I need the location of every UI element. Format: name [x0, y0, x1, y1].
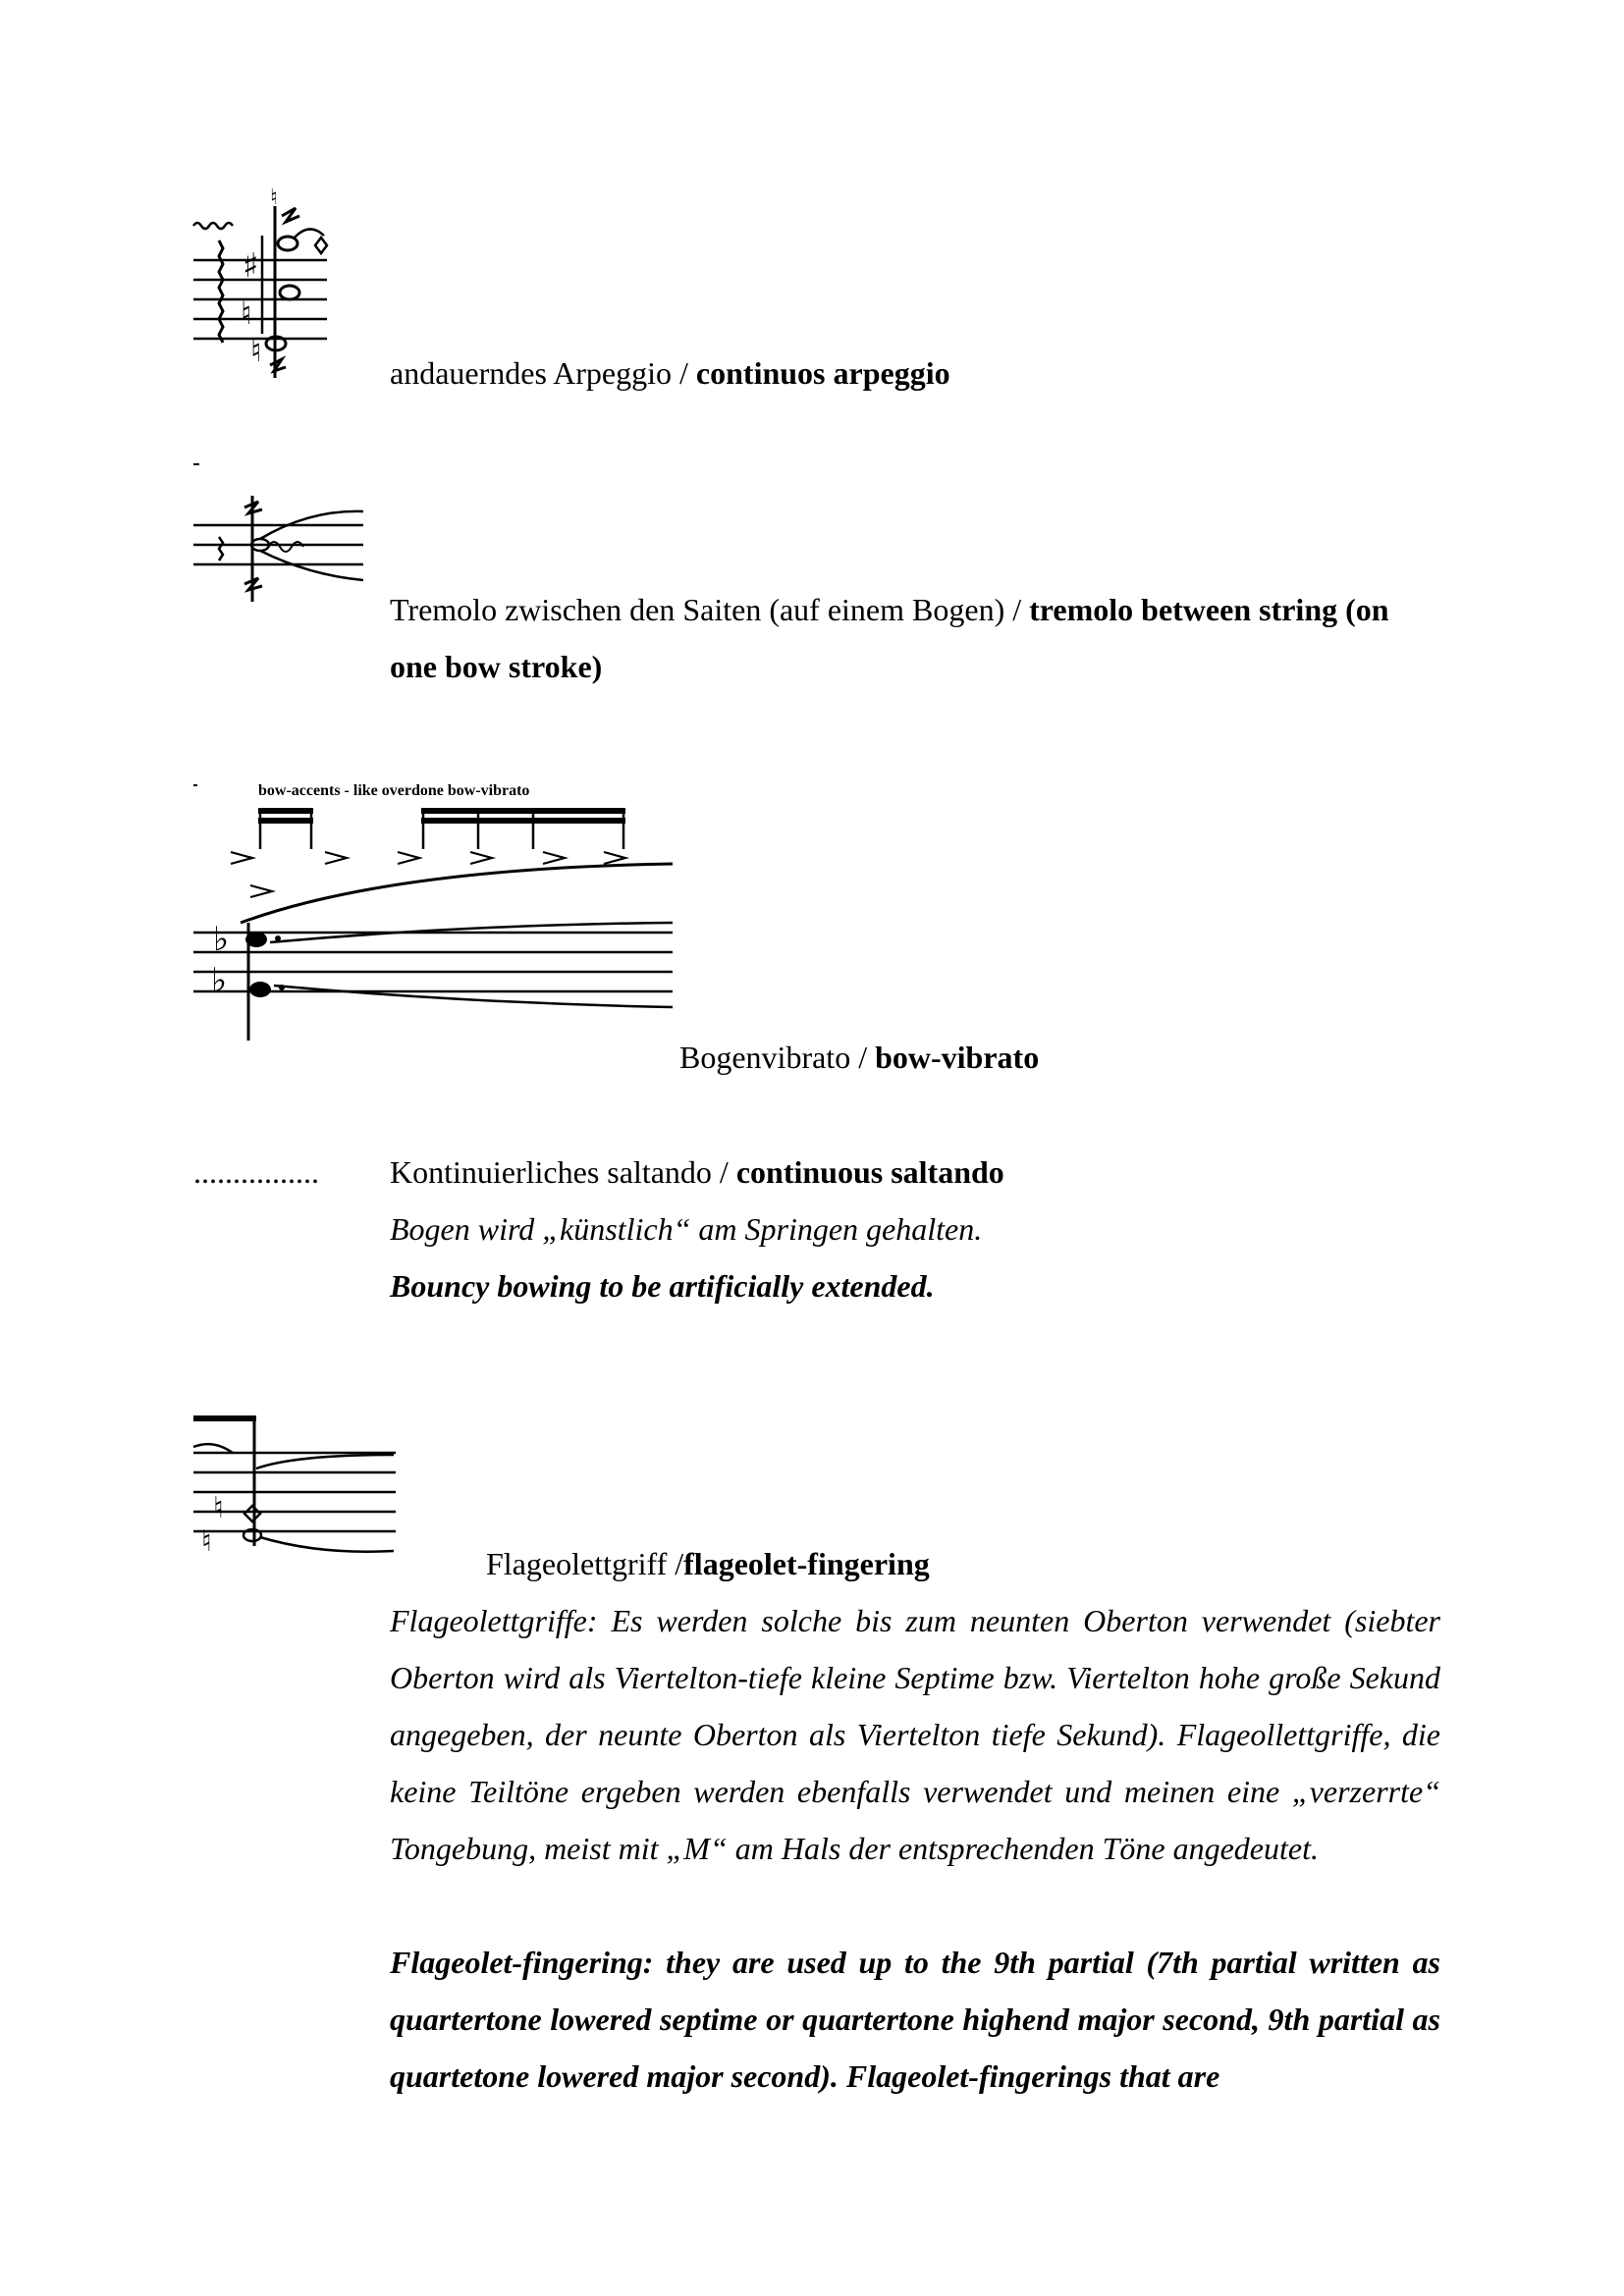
score-annotation: bow-accents - like overdone bow-vibrato	[258, 782, 530, 799]
separator: /	[711, 1154, 736, 1190]
saltando-english: continuous saltando	[735, 1154, 1004, 1190]
entry-tremolo-label-line1	[390, 581, 1389, 638]
arpeggio-german: andauerndes Arpeggio	[390, 355, 673, 391]
svg-text:♮: ♮	[201, 1524, 212, 1559]
saltando-note-german: Bogen wird „künstlich“ am Springen gehalten.	[390, 1211, 983, 1247]
separator: /	[672, 355, 696, 391]
flageolet-english: flageolet-fingering	[683, 1546, 930, 1581]
saltando-dots: ................	[193, 1154, 319, 1190]
flageolet-description-english: Flageolet-fingering: they are used up to the 9th partial (7th partial written as quartertone lowered septime or quartertone highend major second, 9th partial as quartetone lowered major second). Flageolet-fingerings that are	[390, 1945, 1440, 2094]
flageolet-description-german: Flageolettgriffe: Es werden solche bis zum neunten Oberton verwendet (siebter Oberton wird als Viertelton-tiefe kleine Septime bzw. Viertelton hohe große Sekund angegeben, der neunte Oberton als Viertelton tiefe Sekund). Flageollettgriffe, die keine Teiltöne ergeben werden ebenfalls verwendet und meinen eine „verzerrte“ Tongebung, meist mit „M“ am Hals der entsprechenden Töne angedeutet.	[390, 1603, 1440, 1866]
bow-vibrato-german: Bogenvibrato	[679, 1040, 851, 1075]
bow-vibrato-notation-icon	[191, 775, 682, 1041]
svg-text:♮: ♮	[213, 1491, 224, 1525]
tremolo-english-line1: tremolo between string (on	[1029, 592, 1389, 627]
svg-text:♯: ♯	[243, 246, 259, 286]
entry-flageolet-label	[486, 1535, 930, 1592]
saltando-note-english: Bouncy bowing to be artificially extended.	[390, 1268, 935, 1304]
svg-text:♮: ♮	[250, 332, 262, 369]
entry-arpeggio-label	[390, 345, 950, 401]
svg-text:♮: ♮	[270, 186, 278, 210]
flageolet-notation-icon	[191, 1414, 398, 1561]
saltando-german: Kontinuierliches saltando	[390, 1154, 712, 1190]
arpeggio-notation-icon	[191, 187, 329, 383]
arpeggio-english: continuos arpeggio	[695, 355, 950, 391]
separator: /	[667, 1546, 684, 1581]
tremolo-notation-icon	[191, 456, 368, 604]
svg-text:♮: ♮	[241, 294, 252, 332]
tremolo-english-line2: one bow stroke)	[390, 649, 603, 684]
bow-vibrato-english: bow-vibrato	[875, 1040, 1040, 1075]
entry-bow-vibrato-label	[679, 1029, 1039, 1086]
flageolet-german: Flageolettgriff	[486, 1546, 668, 1581]
tremolo-german: Tremolo zwischen den Saiten (auf einem Bogen)	[390, 592, 1005, 627]
separator: /	[1004, 592, 1030, 627]
svg-text:♭: ♭	[211, 961, 228, 1000]
separator: /	[850, 1040, 876, 1075]
svg-text:♭: ♭	[213, 920, 230, 959]
entry-saltando-label	[390, 1144, 1004, 1201]
